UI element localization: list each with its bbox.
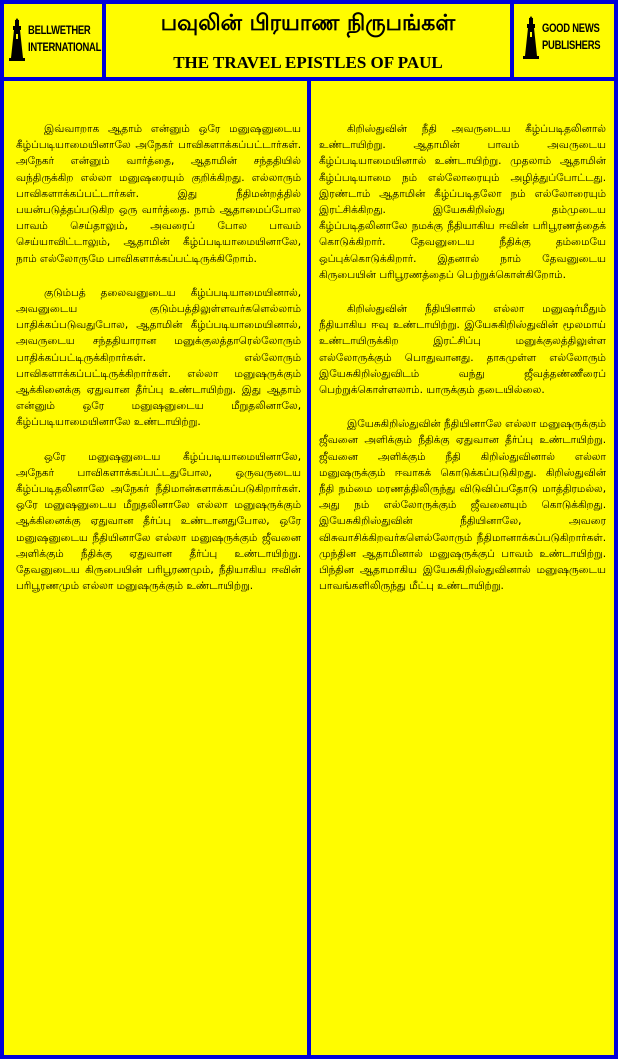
publisher-logo-left [4,4,102,77]
title-tamil: பவுலின் பிரயாண நிருபங்கள் [160,11,456,36]
good-news-logo [522,16,613,60]
title-banner [106,4,510,77]
title-english: THE TRAVEL EPISTLES OF PAUL [173,53,443,72]
tower-icon [8,18,26,62]
paragraph: குடும்பத் தலைவனுடைய கீழ்ப்படியாமையினால், அவனுடைய குடும்பத்திலுள்ளவர்களெல்லாம் பாதிக்கப்படுவதுபோல, ஆதாமின் கீழ்ப்படியாமையினால், அவருடைய சந்ததியாரான மனுக்குலத்தாரெல்லோரும் பாதிக்கப்பட்டிருக்கிறார்கள். எல்லோரும் பாவிகளாக்கப்பட்டிருக்கிறார்கள். எல்லா மனுஷருக்கும் ஆக்கினைக்கு ஏதுவான தீர்ப்பு உண்டாயிற்று. இது ஆதாம் என்னும் ஒரே மனுஷனுடைய மீறுதலினாலே, கீழ்ப்படியாமையினாலே உண்டாயிற்று. [16,286,301,429]
tower-icon [522,16,540,60]
paragraph: கிறிஸ்துவின் நீதியினால் எல்லா மனுஷர்மீதும் நீதியாகிய ஈவு உண்டாயிற்று. இயேசுகிறிஸ்துவின் மூலமாய் உண்டாயிருக்கிற இரட்சிப்பு மனுக்குலத்திலுள்ள எல்லோருக்கும் பொதுவானது. தாகமுள்ள எல்லோரும் இயேசுகிறிஸ்துவிடம் வந்து ஜீவத்தண்ணீரைப் பெற்றுக்கொள்ளலாம். யாருக்கும் தடையில்லை. [319,303,606,397]
logo-right-line1: GOOD NEWS [542,23,600,35]
bellwether-logo [8,18,117,62]
logo-left-line1: BELLWETHER [28,25,91,37]
paragraph: இவ்வாறாக ஆதாம் என்னும் ஒரே மனுஷனுடைய கீழ்ப்படியாமையினாலே அநேகர் பாவிகளாக்கப்பட்டார்கள். அநேகர் என்னும் வார்த்தை, ஆதாமின் சந்ததியில் வந்திருக்கிற எல்லா மனுஷரையும் குறிக்கிறது. எல்லாரும் பாவிகளாக்கப்பட்டார்கள். இது நீதிமன்றத்தில் பயன்படுத்தப்படுகிற ஒரு வார்த்தை. நாம் ஆதாமைப்போல பாவம் செய்தாலும், அவரைப் போல பாவம் செய்யாவிட்டாலும், ஆதாமின் கீழ்ப்படியாமையினாலே, நாம் எல்லோருமே பாவிகளாக்கப்பட்டிருக்கிறோம். [16,123,301,265]
paragraph: கிறிஸ்துவின் நீதி அவருடைய கீழ்ப்படிதலினால் உண்டாயிற்று. ஆதாமின் பாவம் அவருடைய கீழ்ப்படியாமையினால் உண்டாயிற்று. முதலாம் ஆதாமின் கீழ்ப்படியாமை நம் எல்லோரையும் அழித்துப்போட்டது. இரண்டாம் ஆதாமின் கீழ்ப்படிதலோ நம் எல்லோரையும் இரட்சிக்கிறது. இயேசுகிறிஸ்து தம்முடைய கீழ்ப்படிதலினாலே நமக்கு நீதியாகிய ஈவின் பரிபூரணத்தைக் கொடுக்கிறார். தேவனுடைய நீதிக்கு தம்மையே ஒப்புக்கொடுக்கிறார். இதனால் நாம் தேவனுடைய கிருபையின் பரிபூரணத்தைப் பெற்றுக்கொள்கிறோம். [319,123,606,281]
publisher-logo-right [514,4,614,77]
paragraph: இயேசுகிறிஸ்துவின் நீதியினாலே எல்லா மனுஷருக்கும் ஜீவனை அளிக்கும் நீதிக்கு ஏதுவான தீர்ப்பு உண்டாயிற்று. ஜீவனை அளிக்கும் நீதி கிறிஸ்துவினால் எல்லா மனுஷருக்கும் ஈவாகக் கொடுக்கப்படுகிறது. கிறிஸ்துவின் நீதி நம்மை மரணத்திலிருந்து விடுவிப்பதோடு மாத்திரமல்ல, அது நம் எல்லோருக்கும் ஜீவனையும் கொடுக்கிறது. இயேசுகிறிஸ்துவின் நீதியினாலே, அவரை விசுவாசிக்கிறவர்களெல்லோரும் நீதிமானாக்கப்படுகிறார்கள். முந்தின ஆதாமினால் மனுஷருக்குப் பாவம் உண்டாயிற்று. பிந்தின ஆதாமாகிய இயேசுகிறிஸ்துவினால் மனுஷருடைய பாவங்களிலிருந்து மீட்பு உண்டாயிற்று. [319,418,606,593]
logo-left-line2: INTERNATIONAL [28,42,102,54]
left-column [4,81,307,1055]
right-column [311,81,614,1055]
paragraph: ஒரே மனுஷனுடைய கீழ்ப்படியாமையினாலே, அநேகர் பாவிகளாக்கப்பட்டதுபோல, ஒருவருடைய கீழ்ப்படிதலினாலே அநேகர் நீதிமான்களாக்கப்படுகிறார்கள். ஒரே மனுஷனுடைய மீறுதலினாலே எல்லா மனுஷருக்கும் ஆக்கினைக்கு ஏதுவான தீர்ப்பு உண்டானதுபோல, ஒரே மனுஷனுடைய நீதியினாலே எல்லா மனுஷருக்கும் ஜீவனை அளிக்கும் நீதிக்கு ஏதுவான தீர்ப்பு உண்டாயிற்று. தேவனுடைய கிருபையின் பரிபூரணமும், நீதியாகிய ஈவின் பரிபூரணமும் எல்லா மனுஷருக்கும் உண்டாயிற்று. [16,450,301,593]
logo-right-line2: PUBLISHERS [542,40,601,52]
